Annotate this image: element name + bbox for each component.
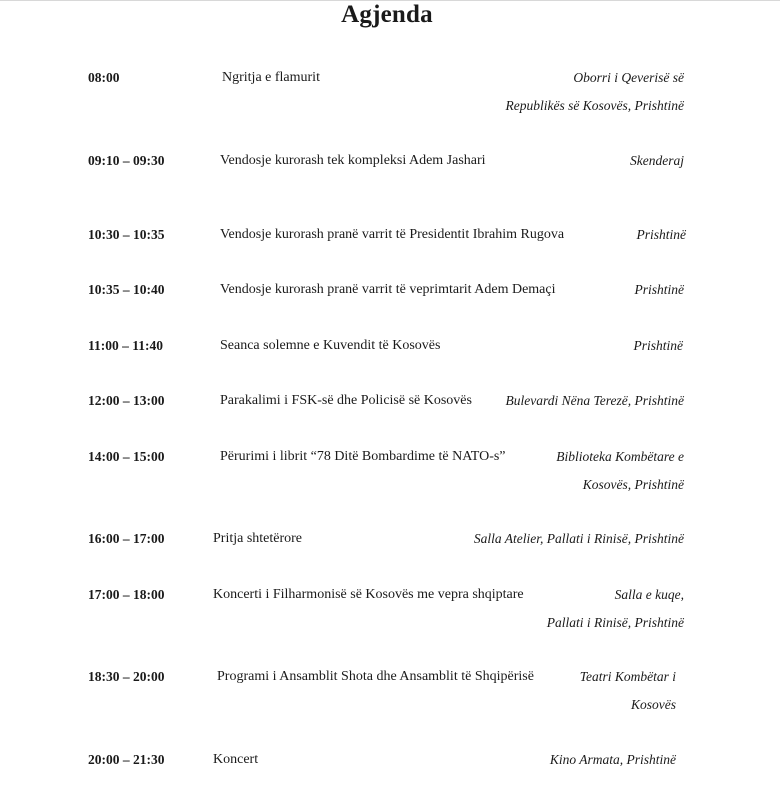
agenda-event: Programi i Ansamblit Shota dhe Ansamblit të Shqipërisë bbox=[217, 669, 534, 684]
agenda-time: 10:30 – 10:35 bbox=[88, 227, 165, 242]
agenda-location-line: Salla Atelier, Pallati i Rinisë, Prishtinë bbox=[473, 531, 684, 546]
agenda-location-line: Republikës së Kosovës, Prishtinë bbox=[505, 98, 684, 113]
agenda-time: 09:10 – 09:30 bbox=[88, 153, 165, 168]
agenda-location-line: Kosovës, Prishtinë bbox=[582, 477, 684, 492]
agenda-location-line: Pallati i Rinisë, Prishtinë bbox=[546, 615, 684, 630]
agenda-location-line: Kino Armata, Prishtinë bbox=[549, 752, 676, 767]
agenda-time: 17:00 – 18:00 bbox=[88, 587, 165, 602]
agenda-event: Vendosje kurorash tek kompleksi Adem Jashari bbox=[220, 153, 486, 168]
agenda-time: 14:00 – 15:00 bbox=[88, 449, 165, 464]
agenda-time: 20:00 – 21:30 bbox=[88, 752, 165, 767]
agenda-event: Përurimi i librit “78 Ditë Bombardime të NATO-s” bbox=[220, 449, 506, 464]
agenda-event: Pritja shtetërore bbox=[213, 531, 303, 546]
agenda-location bbox=[506, 64, 684, 120]
agenda-location bbox=[556, 443, 684, 499]
agenda-location bbox=[506, 387, 684, 415]
agenda-location-line: Prishtinë bbox=[636, 227, 686, 242]
agenda-location-line: Oborri i Qeverisë së bbox=[573, 70, 684, 85]
agenda-event: Parakalimi i FSK-së dhe Policisë së Kosovës bbox=[220, 393, 472, 408]
agenda-time: 18:30 – 20:00 bbox=[88, 669, 165, 684]
agenda-event: Seanca solemne e Kuvendit të Kosovës bbox=[220, 338, 441, 353]
agenda-location bbox=[547, 581, 684, 637]
agenda-location bbox=[474, 525, 684, 553]
agenda-event: Vendosje kurorash pranë varrit të veprimtarit Adem Demaçi bbox=[220, 282, 556, 297]
page-title: Agjenda bbox=[341, 1, 433, 28]
agenda-time: 16:00 – 17:00 bbox=[88, 531, 165, 546]
agenda-event: Koncert bbox=[213, 752, 259, 767]
agenda-event: Vendosje kurorash pranë varrit të Presidentit Ibrahim Rugova bbox=[220, 227, 565, 242]
agenda-location-line: Bulevardi Nëna Terezë, Prishtinë bbox=[505, 393, 684, 408]
agenda-location-line: Salla e kuqe, bbox=[614, 587, 684, 602]
agenda-location-line: Skenderaj bbox=[630, 153, 684, 168]
agenda-location bbox=[637, 221, 687, 249]
agenda-time: 08:00 bbox=[88, 70, 120, 85]
agenda-time: 11:00 – 11:40 bbox=[88, 338, 164, 353]
agenda-location-line: Prishtinë bbox=[634, 282, 684, 297]
agenda-event: Koncerti i Filharmonisë së Kosovës me vepra shqiptare bbox=[213, 587, 524, 602]
agenda-location bbox=[550, 746, 676, 774]
agenda-location-line: Teatri Kombëtar i bbox=[579, 669, 676, 684]
agenda-location bbox=[630, 147, 684, 175]
agenda-location-line: Biblioteka Kombëtare e bbox=[556, 449, 684, 464]
agenda-time: 12:00 – 13:00 bbox=[88, 393, 165, 408]
agenda-location bbox=[580, 663, 676, 719]
agenda-time: 10:35 – 10:40 bbox=[88, 282, 165, 297]
agenda-event: Ngritja e flamurit bbox=[222, 70, 320, 85]
agenda-location-line: Prishtinë bbox=[633, 338, 683, 353]
agenda-location-line: Kosovës bbox=[631, 697, 676, 712]
agenda-location bbox=[634, 332, 684, 360]
agenda-location bbox=[635, 276, 685, 304]
